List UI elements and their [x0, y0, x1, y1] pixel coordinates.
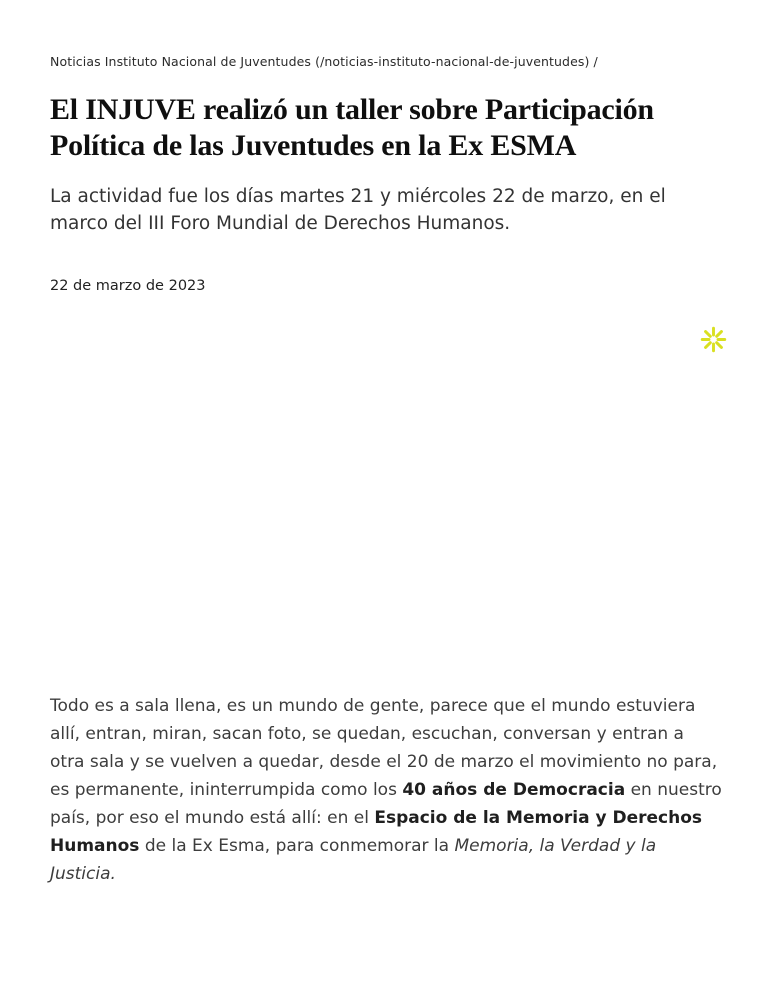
article-body-segment-italic: Memoria, la Verdad y la Justicia. — [50, 835, 657, 884]
page-title: El INJUVE realizó un taller sobre Participación Política de las Juventudes en la Ex ESMA — [50, 93, 654, 163]
breadcrumb-separator: / — [593, 54, 598, 69]
article-date: 22 de marzo de 2023 — [50, 277, 206, 294]
article-body-segment-bold: 40 años de Democracia — [402, 779, 626, 800]
article-lede: La actividad fue los días martes 21 y miércoles 22 de marzo, en el marco del III Foro Mundial de Derechos Humanos. — [50, 186, 666, 235]
article-body-segment: Todo es a sala llena, es un mundo de gente, parece que el mundo estuviera allí, entran, miran, sacan foto, se quedan, escuchan, conversan y entran a otra sala y se vuelven a quedar, desde el 20 de marzo el movimiento no para, es permanente, ininterrumpida como los — [50, 695, 718, 800]
article-body-segment-bold: Espacio de la Memoria y Derechos Humanos — [50, 807, 703, 856]
breadcrumb — [50, 54, 723, 70]
article-body-segment: en nuestro país, por eso el mundo está allí: en el — [50, 779, 722, 828]
breadcrumb-link[interactable]: Noticias Instituto Nacional de Juventudes (/noticias-instituto-nacional-de-juventudes) — [50, 54, 590, 69]
loading-spinner-icon — [700, 326, 727, 353]
article-image-placeholder — [50, 294, 723, 692]
article-body — [50, 692, 722, 888]
article-body-segment: de la Ex Esma, para conmemorar la — [139, 835, 455, 856]
